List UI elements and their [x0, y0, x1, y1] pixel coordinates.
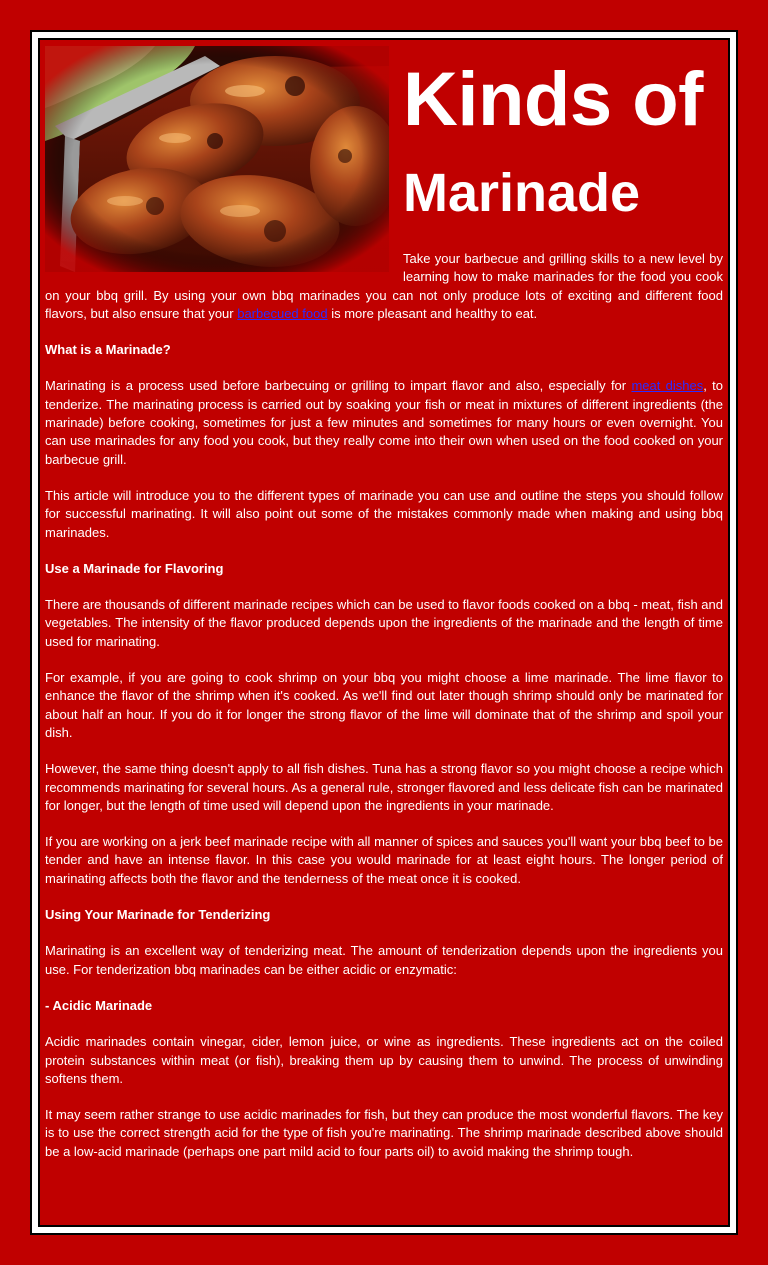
what-p1-end: , to tenderize. The marinating process is carried out by soaking your fish or meat in mixtures of different ingredients (the marinade) before cooking, sometimes for just a few minutes and sometimes for many hours or even overnight. You can use marinades for any food you cook, but they really come into their own when used on the food cooked on your barbecue grill.	[45, 378, 723, 467]
heading-tenderizing: Using Your Marinade for Tenderizing	[45, 907, 271, 923]
page-border-inner	[38, 38, 730, 1227]
meat-dishes-link[interactable]: meat dishes	[631, 378, 704, 394]
flavoring-paragraph-2: For example, if you are going to cook shrimp on your bbq you might choose a lime marinade. The lime flavor to enhance the flavor of the shrimp when it's cooked. As we'll find out later though shrimp should only be marinated for about half an hour. If you do it for longer the strong flavor of the lime will dominate that of the shrimp and spoil your dish.	[45, 670, 723, 740]
barbecued-food-link[interactable]: barbecued food	[237, 305, 328, 321]
intro-text-end: is more pleasant and healthy to eat.	[327, 305, 538, 321]
article-body	[45, 46, 723, 1179]
what-paragraph-2: This article will introduce you to the different types of marinade you can use and outline the steps you should follow for successful marinating. It will also point out some of the mistakes commonly made when making and using bbq marinades.	[45, 487, 723, 540]
what-paragraph-1	[45, 377, 723, 468]
title-line-2: Marinade	[403, 163, 641, 223]
acidic-paragraph-2: It may seem rather strange to use acidic marinades for fish, but they can produce the most wonderful flavors. The key is to use the correct strength acid for the type of fish you're marinating. The shrimp marinade described above should be a low-acid marinade (perhaps one part mild acid to four parts oil) to avoid making the shrimp tough.	[45, 1107, 723, 1159]
what-p1-start: Marinating is a process used before barbecuing or grilling to impart flavor and also, especially for	[45, 378, 632, 394]
grilled-chicken-photo	[45, 46, 389, 272]
heading-what-is-marinade: What is a Marinade?	[45, 342, 171, 358]
grilled-chicken-photo-icon	[45, 46, 389, 272]
heading-acidic-marinade: - Acidic Marinade	[45, 997, 153, 1013]
heading-flavoring: Use a Marinade for Flavoring	[45, 560, 224, 576]
title-line-1: Kinds of	[403, 57, 703, 142]
flavoring-paragraph-3: However, the same thing doesn't apply to all fish dishes. Tuna has a strong flavor so you might choose a recipe which recommends marinating for several hours. As a general rule, stronger flavored and less delicate fish can be marinated for longer, but the length of time used will depend upon the ingredients in your marinade.	[45, 761, 723, 813]
acidic-paragraph-1: Acidic marinades contain vinegar, cider, lemon juice, or wine as ingredients. These ingredients act on the coiled protein substances within meat (or fish), breaking them up by causing them to unwind. The process of unwinding softens them.	[45, 1034, 723, 1086]
tenderizing-paragraph-1: Marinating is an excellent way of tenderizing meat. The amount of tenderization depends upon the ingredients you use. For tenderization bbq marinades can be either acidic or enzymatic:	[45, 943, 723, 977]
flavoring-paragraph-4: If you are working on a jerk beef marinade recipe with all manner of spices and sauces you'll want your bbq beef to be tender and have an intense flavor. In this case you would marinade for at least eight hours. The longer period of marinating affects both the flavor and the tenderness of the meat once it is cooked.	[45, 834, 723, 886]
page-border-outer	[30, 30, 738, 1235]
flavoring-paragraph-1: There are thousands of different marinade recipes which can be used to flavor foods cooked on a bbq - meat, fish and vegetables. The intensity of the flavor produced depends upon the ingredients of the marinade and the length of time used for marinating.	[45, 597, 723, 649]
intro-text-start: Take your barbecue and grilling skills to a new level by learning how to make marinades for the food you cook on your bbq grill. By using your own bbq marinades you can not only produce lots of exciting and different food flavors, but also ensure that your	[45, 251, 723, 321]
